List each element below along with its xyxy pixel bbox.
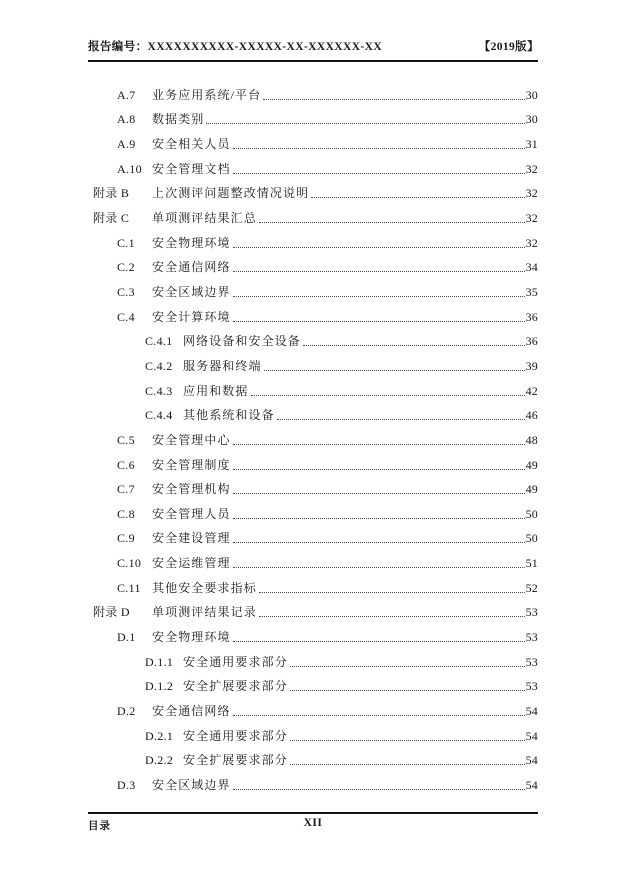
toc-entry xyxy=(88,671,538,696)
toc-entry-title: 安全管理文档 xyxy=(152,161,231,176)
toc-entry-number: C.4 xyxy=(117,309,135,324)
toc-entry-page: 49 xyxy=(525,482,538,497)
footer-section-label: 目录 xyxy=(88,821,111,832)
toc-entry-number: D.1.1 xyxy=(145,654,174,669)
toc-entry-number: C.11 xyxy=(117,580,141,595)
toc-entry-page: 54 xyxy=(525,753,538,768)
toc-entry-page: 36 xyxy=(525,309,538,324)
toc-leader-dots xyxy=(233,493,525,494)
toc-entry-page: 31 xyxy=(525,136,538,151)
toc-entry-title: 单项测评结果汇总 xyxy=(152,210,257,225)
toc-entry-page: 32 xyxy=(525,210,538,225)
toc-entry-number: C.10 xyxy=(117,556,142,571)
toc-entry-number: C.5 xyxy=(117,432,135,447)
toc-leader-dots xyxy=(233,715,525,716)
footer-page-number: XII xyxy=(303,817,323,829)
toc-entry-page: 42 xyxy=(525,383,538,398)
toc-leader-dots xyxy=(233,469,525,470)
toc-entry-number: D.2 xyxy=(117,704,136,719)
toc-entry-page: 54 xyxy=(525,704,538,719)
toc-entry xyxy=(88,350,538,375)
toc-entry-number: A.10 xyxy=(117,161,142,176)
toc-entry-title: 安全运维管理 xyxy=(152,556,231,571)
toc-entry xyxy=(88,523,538,548)
toc-entry xyxy=(88,128,538,153)
toc-entry-number: D.1 xyxy=(117,630,136,645)
toc-leader-dots xyxy=(233,567,525,568)
toc-leader-dots xyxy=(233,518,525,519)
toc-leader-dots xyxy=(277,419,525,420)
toc-entry xyxy=(88,621,538,646)
toc-entry-number: D.2.1 xyxy=(145,728,174,743)
toc-entry-page: 32 xyxy=(525,186,538,201)
page-header xyxy=(88,38,539,54)
toc-entry-number: 附录 C xyxy=(93,210,130,225)
toc-entry-title: 安全通用要求部分 xyxy=(183,654,288,669)
toc-entry-title: 安全通信网络 xyxy=(152,260,231,275)
toc-entry-number: A.8 xyxy=(117,112,136,127)
toc-entry-page: 34 xyxy=(525,260,538,275)
toc-entry-title: 数据类别 xyxy=(152,112,205,127)
toc-entry-number: C.8 xyxy=(117,506,135,521)
toc-entry-title: 单项测评结果记录 xyxy=(152,605,257,620)
toc-entry xyxy=(88,153,538,178)
toc-entry-title: 安全管理制度 xyxy=(152,457,231,472)
toc-entry-number: C.1 xyxy=(117,235,135,250)
toc-entry-page: 50 xyxy=(525,531,538,546)
toc-leader-dots xyxy=(233,789,525,790)
toc-entry xyxy=(88,301,538,326)
toc-leader-dots xyxy=(290,764,525,765)
toc-leader-dots xyxy=(233,148,525,149)
toc-entry-page: 30 xyxy=(525,112,538,127)
toc-leader-dots xyxy=(206,123,524,124)
toc-entry xyxy=(88,695,538,720)
toc-entry xyxy=(88,745,538,770)
toc-entry xyxy=(88,400,538,425)
toc-entry-page: 54 xyxy=(525,728,538,743)
toc-leader-dots xyxy=(290,740,525,741)
toc-entry-page: 51 xyxy=(525,556,538,571)
toc-entry-number: C.4.2 xyxy=(145,358,173,373)
toc-entry-title: 其他安全要求指标 xyxy=(152,580,257,595)
toc-entry-page: 35 xyxy=(525,284,538,299)
toc-entry-page: 32 xyxy=(525,235,538,250)
edition-label: 【2019版】 xyxy=(478,41,539,53)
toc-entry xyxy=(88,104,538,129)
toc-entry-page: 30 xyxy=(525,87,538,102)
toc-entry-page: 46 xyxy=(525,408,538,423)
toc-entry-title: 应用和数据 xyxy=(183,383,249,398)
toc-entry xyxy=(88,474,538,499)
toc-entry-title: 安全建设管理 xyxy=(152,531,231,546)
toc-entry-title: 安全区域边界 xyxy=(152,284,231,299)
toc-entry-number: C.3 xyxy=(117,284,135,299)
toc-entry-title: 安全计算环境 xyxy=(152,309,231,324)
toc-leader-dots xyxy=(233,296,525,297)
toc-entry-title: 网络设备和安全设备 xyxy=(183,334,301,349)
toc-entry xyxy=(88,326,538,351)
toc-entry-number: C.4.3 xyxy=(145,383,173,398)
toc-leader-dots xyxy=(233,173,525,174)
toc-entry xyxy=(88,498,538,523)
toc-entry-number: D.2.2 xyxy=(145,753,174,768)
toc-leader-dots xyxy=(259,592,525,593)
toc-leader-dots xyxy=(259,616,525,617)
toc-entry-page: 52 xyxy=(525,580,538,595)
toc-leader-dots xyxy=(264,370,525,371)
toc-leader-dots xyxy=(259,222,525,223)
toc-entry-page: 32 xyxy=(525,161,538,176)
toc-entry-number: C.7 xyxy=(117,482,135,497)
toc-leader-dots xyxy=(233,247,525,248)
toc-entry-number: C.6 xyxy=(117,457,135,472)
toc-leader-dots xyxy=(233,271,525,272)
toc-entry-page: 53 xyxy=(525,605,538,620)
toc-entry-page: 54 xyxy=(525,778,538,793)
toc-leader-dots xyxy=(303,345,525,346)
toc-entry-title: 其他系统和设备 xyxy=(183,408,275,423)
toc-entry-page: 53 xyxy=(525,679,538,694)
toc-entry xyxy=(88,572,538,597)
toc-entry xyxy=(88,276,538,301)
toc-entry-number: C.2 xyxy=(117,260,135,275)
toc-entry-number: C.9 xyxy=(117,531,135,546)
toc-entry-page: 50 xyxy=(525,506,538,521)
toc-entry xyxy=(88,424,538,449)
toc-entry-number: 附录 B xyxy=(93,186,130,201)
toc-leader-dots xyxy=(233,641,525,642)
toc-entry-title: 业务应用系统/平台 xyxy=(152,87,262,102)
toc-entry xyxy=(88,375,538,400)
toc-leader-dots xyxy=(233,321,525,322)
toc-entry xyxy=(88,547,538,572)
toc-entry-title: 安全通信网络 xyxy=(152,704,231,719)
toc-entry-number: D.1.2 xyxy=(145,679,174,694)
toc-entry-number: A.7 xyxy=(117,87,136,102)
toc-entry xyxy=(88,79,538,104)
toc-entry-title: 安全扩展要求部分 xyxy=(183,679,288,694)
toc-entry-page: 53 xyxy=(525,630,538,645)
toc-entry xyxy=(88,252,538,277)
toc-leader-dots xyxy=(290,666,525,667)
toc-leader-dots xyxy=(233,542,525,543)
toc-entry-number: A.9 xyxy=(117,136,136,151)
toc-entry-page: 39 xyxy=(525,358,538,373)
toc-entry-page: 48 xyxy=(525,432,538,447)
toc-entry-title: 安全区域边界 xyxy=(152,778,231,793)
toc-entry xyxy=(88,720,538,745)
toc-entry xyxy=(88,178,538,203)
toc-entry-number: D.3 xyxy=(117,778,136,793)
toc-list xyxy=(88,79,538,794)
toc-entry-title: 上次测评问题整改情况说明 xyxy=(152,186,310,201)
header-rule xyxy=(88,60,538,62)
toc-entry-number: C.4.4 xyxy=(145,408,173,423)
toc-entry-title: 安全相关人员 xyxy=(152,136,231,151)
toc-leader-dots xyxy=(263,99,524,100)
toc-leader-dots xyxy=(290,690,525,691)
toc-leader-dots xyxy=(311,197,524,198)
toc-entry-title: 安全物理环境 xyxy=(152,235,231,250)
toc-entry-title: 安全管理中心 xyxy=(152,432,231,447)
toc-entry-number: C.4.1 xyxy=(145,334,173,349)
toc-entry-title: 服务器和终端 xyxy=(183,358,262,373)
toc-entry xyxy=(88,646,538,671)
toc-entry-number: 附录 D xyxy=(93,605,130,620)
toc-entry xyxy=(88,202,538,227)
toc-leader-dots xyxy=(233,444,525,445)
toc-entry-page: 36 xyxy=(525,334,538,349)
toc-entry-title: 安全物理环境 xyxy=(152,630,231,645)
toc-entry-page: 53 xyxy=(525,654,538,669)
toc-entry-title: 安全通用要求部分 xyxy=(183,728,288,743)
footer-rule xyxy=(88,812,538,814)
report-number-label: 报告编号：XXXXXXXXXX-XXXXX-XX-XXXXXX-XX xyxy=(88,41,383,53)
toc-entry xyxy=(88,449,538,474)
toc-entry-title: 安全扩展要求部分 xyxy=(183,753,288,768)
toc-entry-page: 49 xyxy=(525,457,538,472)
toc-entry-title: 安全管理机构 xyxy=(152,482,231,497)
toc-entry xyxy=(88,769,538,794)
toc-entry xyxy=(88,227,538,252)
toc-entry xyxy=(88,597,538,622)
toc-leader-dots xyxy=(251,395,525,396)
toc-entry-title: 安全管理人员 xyxy=(152,506,231,521)
